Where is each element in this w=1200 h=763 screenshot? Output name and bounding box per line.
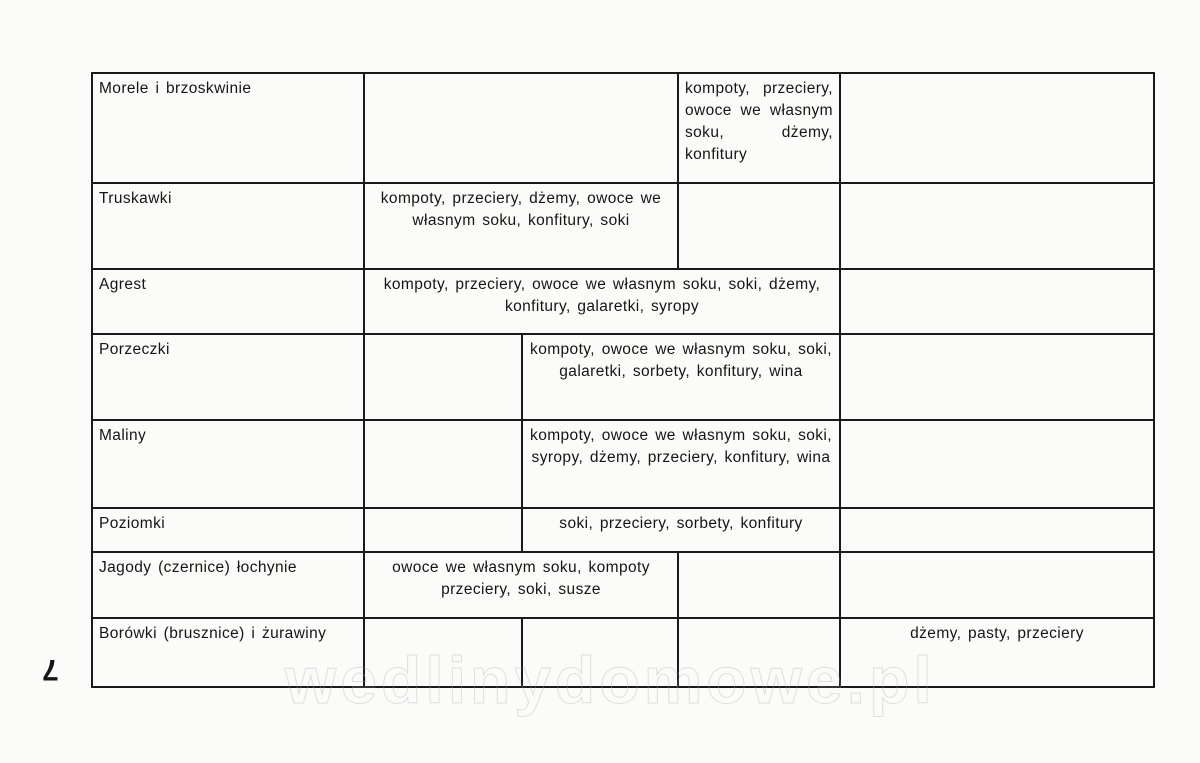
empty-cell — [840, 552, 1154, 618]
table-row — [92, 552, 1154, 618]
fruit-name-cell: Morele i brzoskwinie — [92, 73, 364, 183]
uses-cell: kompoty, owoce we własnym soku, soki, syropy, dżemy, przeciery, konfitury, wina — [522, 420, 840, 508]
table-row — [92, 508, 1154, 552]
table-row — [92, 183, 1154, 269]
uses-cell: kompoty, przeciery, dżemy, owoce we własnym soku, konfitury, soki — [364, 183, 678, 269]
fruit-processing-table — [91, 72, 1155, 688]
table-row — [92, 420, 1154, 508]
empty-cell — [840, 73, 1154, 183]
fruit-name-cell: Borówki (brusznice) i żurawiny — [92, 618, 364, 687]
fruit-name-cell: Poziomki — [92, 508, 364, 552]
uses-cell: kompoty, przeciery, owoce we własnym soku, soki, dżemy, konfitury, galaretki, syropy — [364, 269, 840, 334]
fruit-name-cell: Truskawki — [92, 183, 364, 269]
uses-cell: owoce we własnym soku, kompoty przeciery, soki, susze — [364, 552, 678, 618]
fruit-name-cell: Maliny — [92, 420, 364, 508]
table-row — [92, 73, 1154, 183]
empty-cell — [678, 183, 840, 269]
empty-cell — [840, 183, 1154, 269]
watermark-text: wedlinydomowe.pl — [285, 643, 936, 717]
fruit-name-cell: Agrest — [92, 269, 364, 334]
empty-cell — [840, 334, 1154, 420]
empty-cell — [840, 420, 1154, 508]
page-number: 7 — [42, 653, 59, 686]
empty-cell — [840, 269, 1154, 334]
uses-cell: kompoty, owoce we własnym soku, soki, galaretki, sorbety, konfitury, wina — [522, 334, 840, 420]
empty-cell — [364, 420, 522, 508]
table-row — [92, 334, 1154, 420]
empty-cell — [364, 73, 678, 183]
table-row — [92, 269, 1154, 334]
uses-cell: soki, przeciery, sorbety, konfitury — [522, 508, 840, 552]
empty-cell — [840, 508, 1154, 552]
empty-cell — [678, 552, 840, 618]
empty-cell — [364, 508, 522, 552]
fruit-name-cell: Jagody (czernice) łochynie — [92, 552, 364, 618]
uses-cell: kompoty, przeciery, owoce we własnym soku, dżemy, konfitury — [678, 73, 840, 183]
empty-cell — [364, 334, 522, 420]
uses-cell: dżemy, pasty, przeciery — [840, 618, 1154, 687]
fruit-name-cell: Porzeczki — [92, 334, 364, 420]
